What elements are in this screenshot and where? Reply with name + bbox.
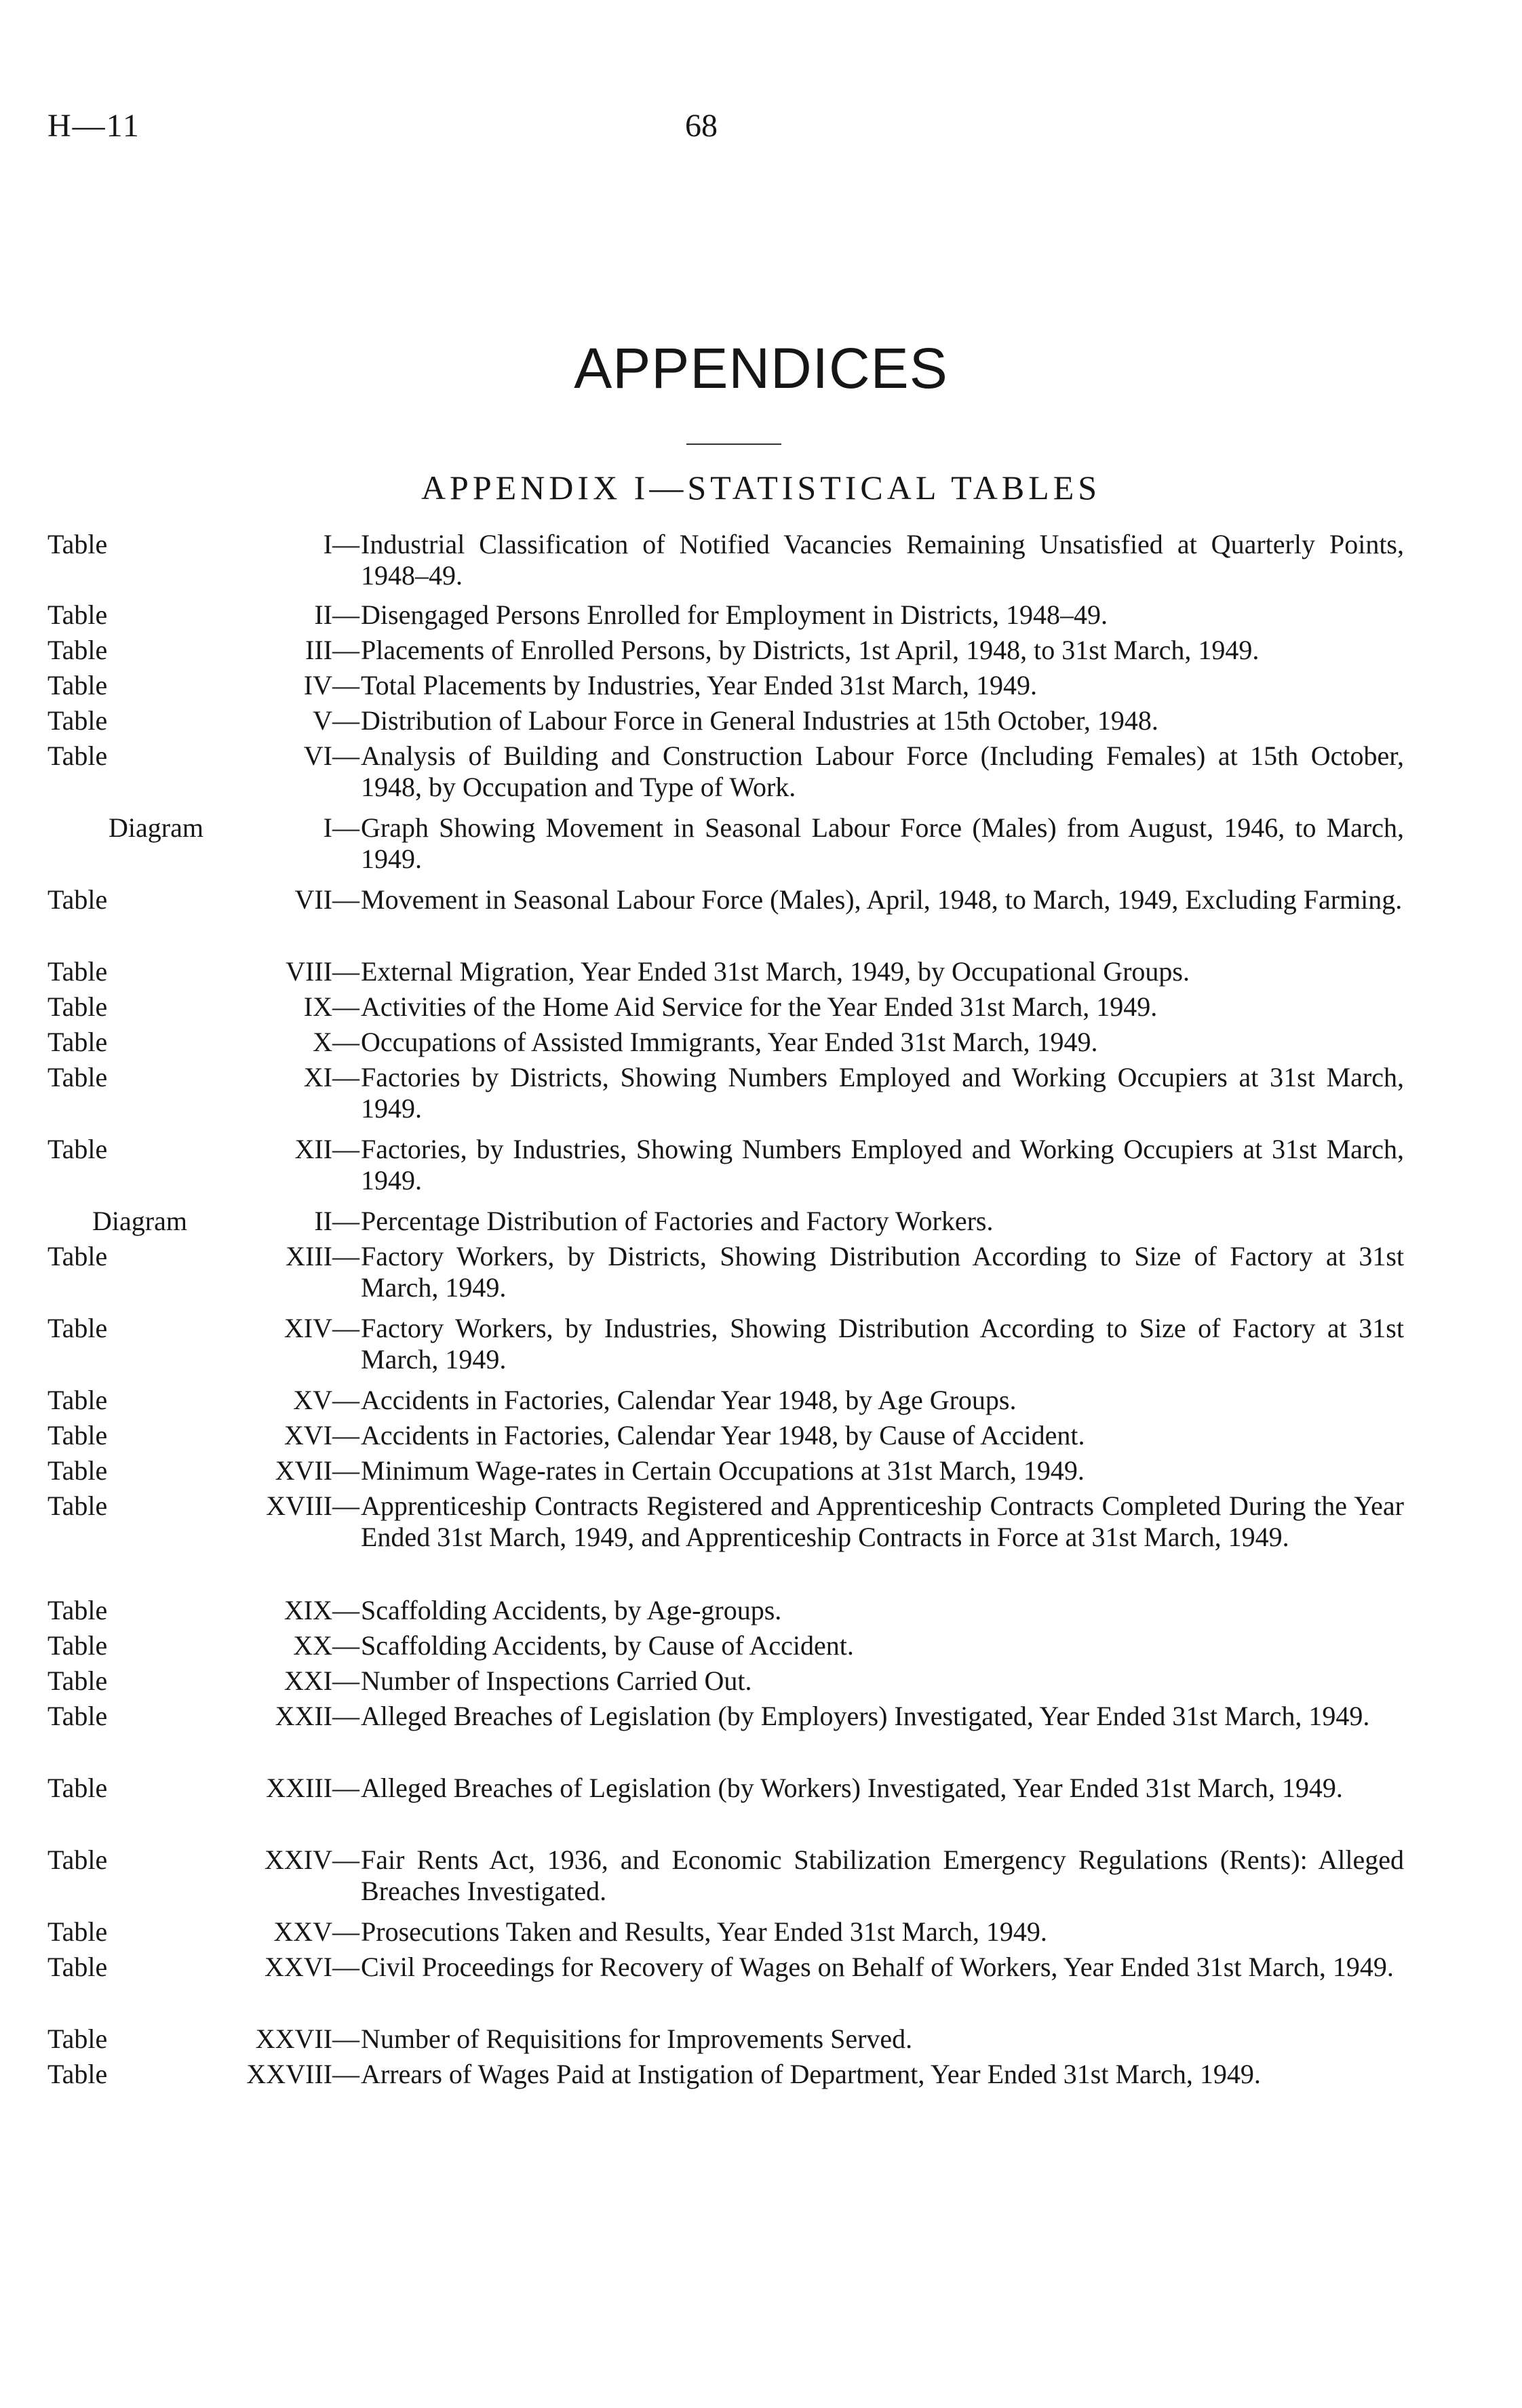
entry-number: XXIII: [266, 1773, 332, 1803]
entry-kind: Table: [47, 956, 108, 987]
entry-kind: Diagram: [109, 812, 203, 843]
entry-number: I: [323, 529, 332, 559]
entry-dash: —: [332, 1595, 359, 1625]
page-title: APPENDICES: [574, 336, 948, 400]
entry-number: XII: [294, 1134, 332, 1164]
entry-dash: —: [332, 1630, 359, 1661]
entry-number: VII: [294, 884, 332, 915]
entry-kind: Table: [47, 2024, 108, 2054]
entry-description: Alleged Breaches of Legislation (by Workers) Investigated, Year Ended 31st March, 1949.: [361, 1773, 1343, 1803]
entry-number: XXII: [275, 1701, 332, 1731]
entry-description: Civil Proceedings for Recovery of Wages on Behalf of Workers, Year Ended 31st March, 1949.: [361, 1952, 1394, 1982]
entry-description: Distribution of Labour Force in General Industries at 15th October, 1948.: [361, 705, 1158, 736]
entry-description: Factory Workers, by Districts, Showing Distribution According to Size of Factory at 31st March, 1949.: [361, 1241, 1404, 1303]
entry-description: Industrial Classification of Notified Vacancies Remaining Unsatisfied at Quarterly Points, 1948–49.: [361, 529, 1404, 591]
entry-number: X: [313, 1027, 332, 1057]
entry-dash: —: [332, 1313, 359, 1343]
entry-kind: Table: [47, 1773, 108, 1803]
entry-number: XXV: [273, 1916, 332, 1947]
entry-kind: Table: [47, 1027, 108, 1057]
entry-kind: Table: [47, 1385, 108, 1415]
entry-description: Scaffolding Accidents, by Cause of Accident.: [361, 1630, 854, 1661]
entry-kind: Table: [47, 1701, 108, 1731]
entry-dash: —: [332, 1420, 359, 1450]
entry-dash: —: [332, 1916, 359, 1947]
entry-dash: —: [332, 1027, 359, 1057]
entry-description: Alleged Breaches of Legislation (by Employers) Investigated, Year Ended 31st March, 1949.: [361, 1701, 1370, 1731]
entry-number: XVI: [284, 1420, 332, 1450]
entry-dash: —: [332, 529, 359, 559]
entry-description: Graph Showing Movement in Seasonal Labour Force (Males) from August, 1946, to March, 1949.: [361, 812, 1404, 874]
entry-dash: —: [332, 705, 359, 736]
entry-kind: Table: [47, 1916, 108, 1947]
entry-number: II: [314, 599, 332, 630]
entry-number: XXI: [284, 1665, 332, 1696]
entry-kind: Table: [47, 705, 108, 736]
entry-description: Placements of Enrolled Persons, by Districts, 1st April, 1948, to 31st March, 1949.: [361, 635, 1260, 665]
entry-dash: —: [332, 1241, 359, 1271]
title-divider: [686, 443, 781, 445]
entry-kind: Table: [47, 1665, 108, 1696]
entry-dash: —: [332, 1385, 359, 1415]
entry-dash: —: [332, 2059, 359, 2089]
entry-description: Number of Requisitions for Improvements Served.: [361, 2024, 913, 2054]
entry-dash: —: [332, 741, 359, 771]
entry-kind: Table: [47, 1844, 108, 1875]
entry-number: VI: [303, 741, 332, 771]
entry-number: I: [323, 812, 332, 843]
entry-description: Apprenticeship Contracts Registered and Apprenticeship Contracts Completed During the Year Ended 31st March, 1949, and Apprenticeship Contracts in Force at 31st March, 1949.: [361, 1491, 1404, 1552]
entry-dash: —: [332, 812, 359, 843]
entry-number: XVIII: [266, 1491, 332, 1521]
entry-dash: —: [332, 670, 359, 700]
entry-description: Movement in Seasonal Labour Force (Males), April, 1948, to March, 1949, Excluding Farming.: [361, 884, 1403, 915]
entry-number: V: [313, 705, 332, 736]
entry-description: Percentage Distribution of Factories and Factory Workers.: [361, 1206, 994, 1236]
entry-dash: —: [332, 1665, 359, 1696]
entry-number: XXVI: [265, 1952, 332, 1982]
entry-number: XIII: [286, 1241, 332, 1271]
entry-kind: Table: [47, 2059, 108, 2089]
entry-kind: Table: [47, 741, 108, 771]
entry-dash: —: [332, 884, 359, 915]
entry-description: Number of Inspections Carried Out.: [361, 1665, 752, 1696]
entry-kind: Table: [47, 1062, 108, 1092]
entry-kind: Table: [47, 1313, 108, 1343]
entry-number: XI: [303, 1062, 332, 1092]
entry-description: Accidents in Factories, Calendar Year 1948, by Cause of Accident.: [361, 1420, 1085, 1450]
entry-number: IV: [303, 670, 332, 700]
entry-dash: —: [332, 956, 359, 987]
entry-dash: —: [332, 635, 359, 665]
entry-description: Accidents in Factories, Calendar Year 1948, by Age Groups.: [361, 1385, 1017, 1415]
entry-kind: Table: [47, 1630, 108, 1661]
entry-kind: Table: [47, 635, 108, 665]
entry-description: Fair Rents Act, 1936, and Economic Stabilization Emergency Regulations (Rents): Alleged Breaches Investigated.: [361, 1844, 1404, 1906]
entry-number: XX: [293, 1630, 332, 1661]
entry-dash: —: [332, 1455, 359, 1486]
entry-description: Factories, by Industries, Showing Numbers Employed and Working Occupiers at 31st March, 1949.: [361, 1134, 1404, 1196]
entry-kind: Table: [47, 1420, 108, 1450]
entry-number: XXIV: [265, 1844, 332, 1875]
entry-kind: Table: [47, 1134, 108, 1164]
entry-dash: —: [332, 1701, 359, 1731]
entry-description: Factories by Districts, Showing Numbers Employed and Working Occupiers at 31st March, 1949.: [361, 1062, 1404, 1124]
entry-number: II: [314, 1206, 332, 1236]
entry-number: XIV: [284, 1313, 332, 1343]
entry-kind: Table: [47, 529, 108, 559]
entry-kind: Table: [47, 1455, 108, 1486]
entry-description: Occupations of Assisted Immigrants, Year Ended 31st March, 1949.: [361, 1027, 1098, 1057]
entry-kind: Table: [47, 991, 108, 1022]
entry-kind: Table: [47, 599, 108, 630]
entry-dash: —: [332, 1844, 359, 1875]
entry-kind: Table: [47, 884, 108, 915]
entry-number: XXVIII: [246, 2059, 332, 2089]
entry-description: Prosecutions Taken and Results, Year Ended 31st March, 1949.: [361, 1916, 1047, 1947]
entry-number: VIII: [286, 956, 332, 987]
entry-dash: —: [332, 2024, 359, 2054]
entry-description: Disengaged Persons Enrolled for Employment in Districts, 1948–49.: [361, 599, 1108, 630]
entry-kind: Table: [47, 1241, 108, 1271]
entry-number: XVII: [275, 1455, 332, 1486]
entry-number: XV: [293, 1385, 332, 1415]
entry-number: III: [305, 635, 332, 665]
entry-dash: —: [332, 1952, 359, 1982]
entry-number: XIX: [284, 1595, 332, 1625]
entry-number: IX: [303, 991, 332, 1022]
entry-kind: Diagram: [92, 1206, 187, 1236]
entry-description: Analysis of Building and Construction Labour Force (Including Females) at 15th October, 1948, by Occupation and Type of Work.: [361, 741, 1404, 802]
page-number: 68: [685, 108, 718, 144]
entry-kind: Table: [47, 1595, 108, 1625]
entry-dash: —: [332, 991, 359, 1022]
entry-dash: —: [332, 1134, 359, 1164]
entry-kind: Table: [47, 1491, 108, 1521]
entry-kind: Table: [47, 1952, 108, 1982]
entry-description: Arrears of Wages Paid at Instigation of Department, Year Ended 31st March, 1949.: [361, 2059, 1261, 2089]
entry-description: External Migration, Year Ended 31st March, 1949, by Occupational Groups.: [361, 956, 1190, 987]
entry-description: Activities of the Home Aid Service for the Year Ended 31st March, 1949.: [361, 991, 1158, 1022]
entry-dash: —: [332, 1062, 359, 1092]
entry-description: Factory Workers, by Industries, Showing Distribution According to Size of Factory at 31st March, 1949.: [361, 1313, 1404, 1375]
entry-description: Scaffolding Accidents, by Age-groups.: [361, 1595, 782, 1625]
entry-dash: —: [332, 1773, 359, 1803]
entry-dash: —: [332, 1491, 359, 1521]
page-reference: H—11: [47, 108, 140, 144]
entry-dash: —: [332, 1206, 359, 1236]
entry-description: Minimum Wage-rates in Certain Occupations at 31st March, 1949.: [361, 1455, 1085, 1486]
entry-kind: Table: [47, 670, 108, 700]
entry-description: Total Placements by Industries, Year Ended 31st March, 1949.: [361, 670, 1038, 700]
entry-number: XXVII: [255, 2024, 332, 2054]
entry-dash: —: [332, 599, 359, 630]
appendix-heading: APPENDIX I—STATISTICAL TABLES: [421, 469, 1101, 507]
